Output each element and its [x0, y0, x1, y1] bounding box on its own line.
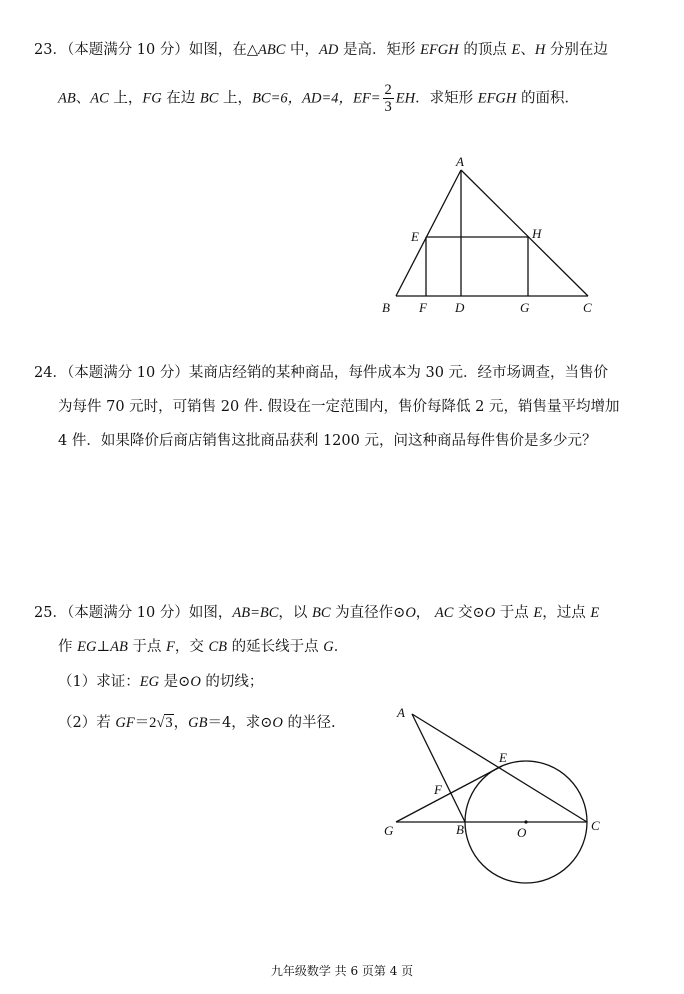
q25-line-2: 作 EG⊥AB 于点 F，交 CB 的延长线于点 G． — [58, 639, 349, 655]
sqrt-radical: √3 — [156, 715, 173, 731]
q23-line-2: AB、AC 上，FG 在边 BC 上，BC=6，AD=4，EF= $\frac{2}{3}$ EH．求矩形 EFGH 的面积． — [58, 82, 579, 115]
q24-line-1: 24．（本题满分 10 分）某商店经销的某种商品，每件成本为 30 元．经市场调查，当售价 — [34, 365, 609, 381]
q24-line-2: 为每件 70 元时，可销售 20 件. 假设在一定范围内，售价每降低 2 元，销售量平均增加 — [58, 399, 620, 415]
label-d: D — [455, 300, 465, 315]
q24-line-3: 4 件．如果降价后商店销售这批商品获利 1200 元，问这种商品每件售价是多少元？ — [58, 433, 597, 449]
page-footer: 九年级数学 共 6 页第 4 页 — [270, 964, 414, 978]
label-g: G — [520, 300, 530, 315]
label-e: E — [499, 750, 507, 765]
label-a: A — [397, 705, 405, 720]
label-h: H — [532, 226, 542, 241]
q25-part-2: （2）若 GF＝2√3，GB＝4，求⊙O 的半径. — [58, 715, 336, 731]
center-dot — [524, 820, 527, 823]
label-f: F — [419, 300, 427, 315]
fraction-two-thirds: $\frac{2}{3}$ — [384, 82, 392, 115]
label-b: B — [382, 300, 390, 315]
q23-line-1: 23．（本题满分 10 分）如图，在△ABC 中，AD 是高．矩形 EFGH 的顶点 E、H 分别在边 — [34, 42, 608, 58]
label-c: C — [583, 300, 592, 315]
label-f: F — [434, 782, 442, 797]
label-a: A — [456, 154, 464, 169]
q25-line-1: 25．（本题满分 10 分）如图，AB=BC，以 BC 为直径作⊙O， AC 交⊙O 于点 E，过点 E — [34, 605, 600, 621]
label-e: E — [411, 229, 419, 244]
label-o: O — [517, 825, 527, 840]
q25-part-1: （1）求证：EG 是⊙O 的切线； — [58, 674, 264, 690]
label-c: C — [591, 818, 600, 833]
line-ge — [396, 766, 502, 822]
label-g: G — [384, 823, 394, 838]
label-b: B — [456, 822, 464, 837]
